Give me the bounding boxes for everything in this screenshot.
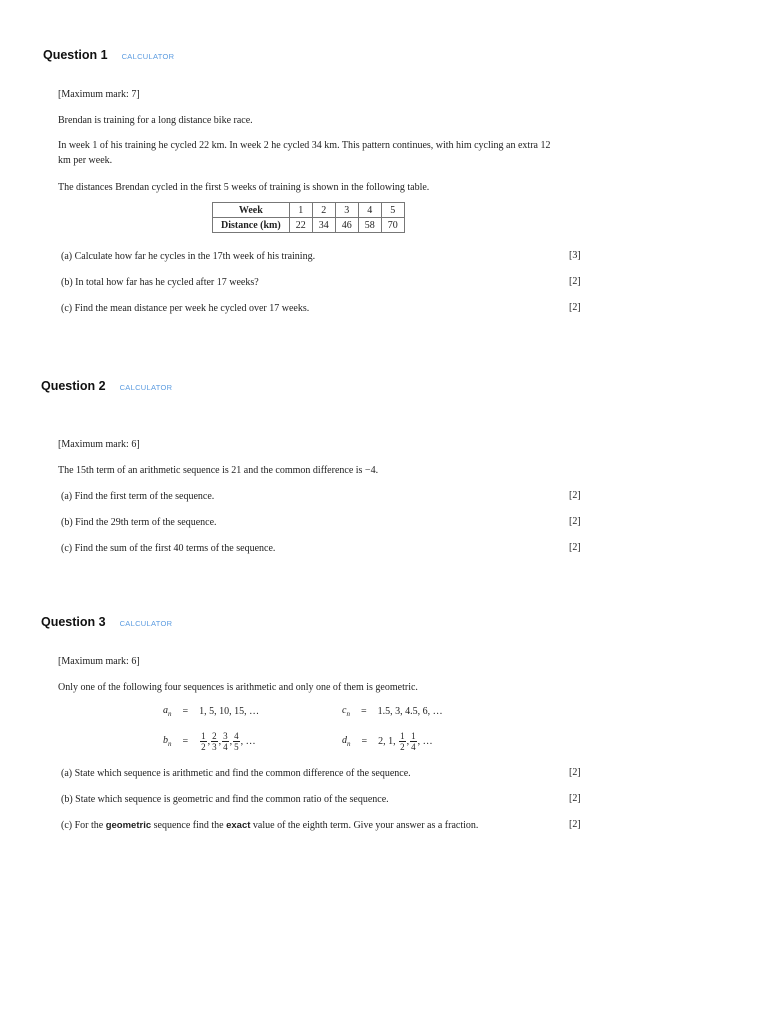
part-a-mark: [3]	[569, 250, 581, 261]
part-b-mark: [2]	[569, 516, 581, 527]
sequence-label: $b_n$	[163, 735, 172, 748]
sequence-d: $d_n$ = 2, 1, $\frac{1}{2}$ , $\frac{1}{4}$ , …	[342, 731, 433, 752]
part-a-text: (a) Calculate how far he cycles in the 17th week of his training.	[61, 251, 316, 262]
calculator-tag: CALCULATOR	[119, 619, 173, 628]
table-cell: 46	[335, 218, 358, 233]
sequence-tail: , …	[240, 736, 256, 747]
question-1-header	[43, 48, 174, 62]
fraction: $\frac{1}{2}$	[201, 731, 206, 752]
fraction: $\frac{2}{3}$	[212, 731, 217, 752]
part-c-mark: [2]	[569, 542, 581, 553]
part-b-text: (b) In total how far has he cycled after 17 weeks?	[61, 277, 259, 288]
part-a-mark: [2]	[569, 767, 581, 778]
table-cell: 5	[381, 203, 404, 218]
question-intro: Brendan is training for a long distance bike race.	[58, 115, 253, 126]
part-c-mark: [2]	[569, 819, 581, 830]
table-row	[213, 203, 405, 218]
fraction: $\frac{4}{5}$	[234, 731, 239, 752]
equals-sign: =	[360, 706, 367, 717]
table-header-cell: Week	[213, 203, 290, 218]
max-mark: [Maximum mark: 7]	[58, 89, 140, 100]
part-b-text: (b) Find the 29th term of the sequence.	[61, 517, 217, 528]
sequence-label: $a_n$	[163, 705, 172, 718]
distance-table	[212, 202, 405, 233]
part-b-text: (b) State which sequence is geometric and find the common ratio of the sequence.	[61, 794, 389, 805]
table-intro: The distances Brendan cycled in the first 5 weeks of training is shown in the following table.	[58, 182, 430, 193]
table-cell: 3	[335, 203, 358, 218]
table-cell: 2	[312, 203, 335, 218]
sequence-lead: 2, 1,	[378, 736, 399, 747]
equals-sign: =	[182, 736, 189, 747]
fraction: $\frac{1}{2}$	[400, 731, 405, 752]
calculator-tag: CALCULATOR	[119, 383, 173, 392]
table-cell: 1	[289, 203, 312, 218]
sequence-label: $d_n$	[342, 735, 351, 748]
sequence-values: 1, 5, 10, 15, …	[199, 706, 260, 717]
table-cell: 22	[289, 218, 312, 233]
sequence-values: 1.5, 3, 4.5, 6, …	[377, 706, 443, 717]
question-title: Question 1	[43, 48, 108, 62]
question-title: Question 3	[41, 615, 106, 629]
sequence-label: $c_n$	[342, 705, 350, 718]
table-cell: 70	[381, 218, 404, 233]
part-a-text: (a) State which sequence is arithmetic and find the common difference of the sequence.	[61, 768, 411, 779]
max-mark: [Maximum mark: 6]	[58, 439, 140, 450]
equals-sign: =	[361, 736, 368, 747]
sequence-tail: , …	[417, 736, 433, 747]
sequence-b: $b_n$ = $\frac{1}{2}$ , $\frac{2}{3}$ , $\frac{3}{4}$ , $\frac{4}{5}$ , …	[163, 731, 256, 752]
fraction: $\frac{3}{4}$	[223, 731, 228, 752]
max-mark: [Maximum mark: 6]	[58, 656, 140, 667]
sequence-c	[342, 705, 443, 718]
question-intro: The 15th term of an arithmetic sequence is 21 and the common difference is −4.	[58, 465, 379, 476]
part-c-text: (c) Find the mean distance per week he cycled over 17 weeks.	[61, 303, 310, 314]
equals-sign: =	[182, 706, 189, 717]
calculator-tag: CALCULATOR	[121, 52, 175, 61]
table-cell: 4	[358, 203, 381, 218]
part-c-text: (c) For the geometric sequence find the exact value of the eighth term. Give your answer as a fraction.	[61, 820, 479, 831]
question-2-header	[41, 379, 172, 393]
question-paragraph: In week 1 of his training he cycled 22 km. In week 2 he cycled 34 km. This pattern continues, with him cycling an extra 12 km per week.	[58, 140, 551, 166]
part-c-mark: [2]	[569, 302, 581, 313]
sequence-a	[163, 705, 259, 718]
table-cell: 58	[358, 218, 381, 233]
question-3-header	[41, 615, 172, 629]
table-header-cell: Distance (km)	[213, 218, 290, 233]
part-b-mark: [2]	[569, 276, 581, 287]
fraction: $\frac{1}{4}$	[411, 731, 416, 752]
table-row	[213, 218, 405, 233]
part-c-text: (c) Find the sum of the first 40 terms of the sequence.	[61, 543, 276, 554]
question-intro: Only one of the following four sequences is arithmetic and only one of them is geometric.	[58, 682, 418, 693]
part-b-mark: [2]	[569, 793, 581, 804]
part-a-mark: [2]	[569, 490, 581, 501]
table-cell: 34	[312, 218, 335, 233]
question-title: Question 2	[41, 379, 106, 393]
part-a-text: (a) Find the first term of the sequence.	[61, 491, 215, 502]
